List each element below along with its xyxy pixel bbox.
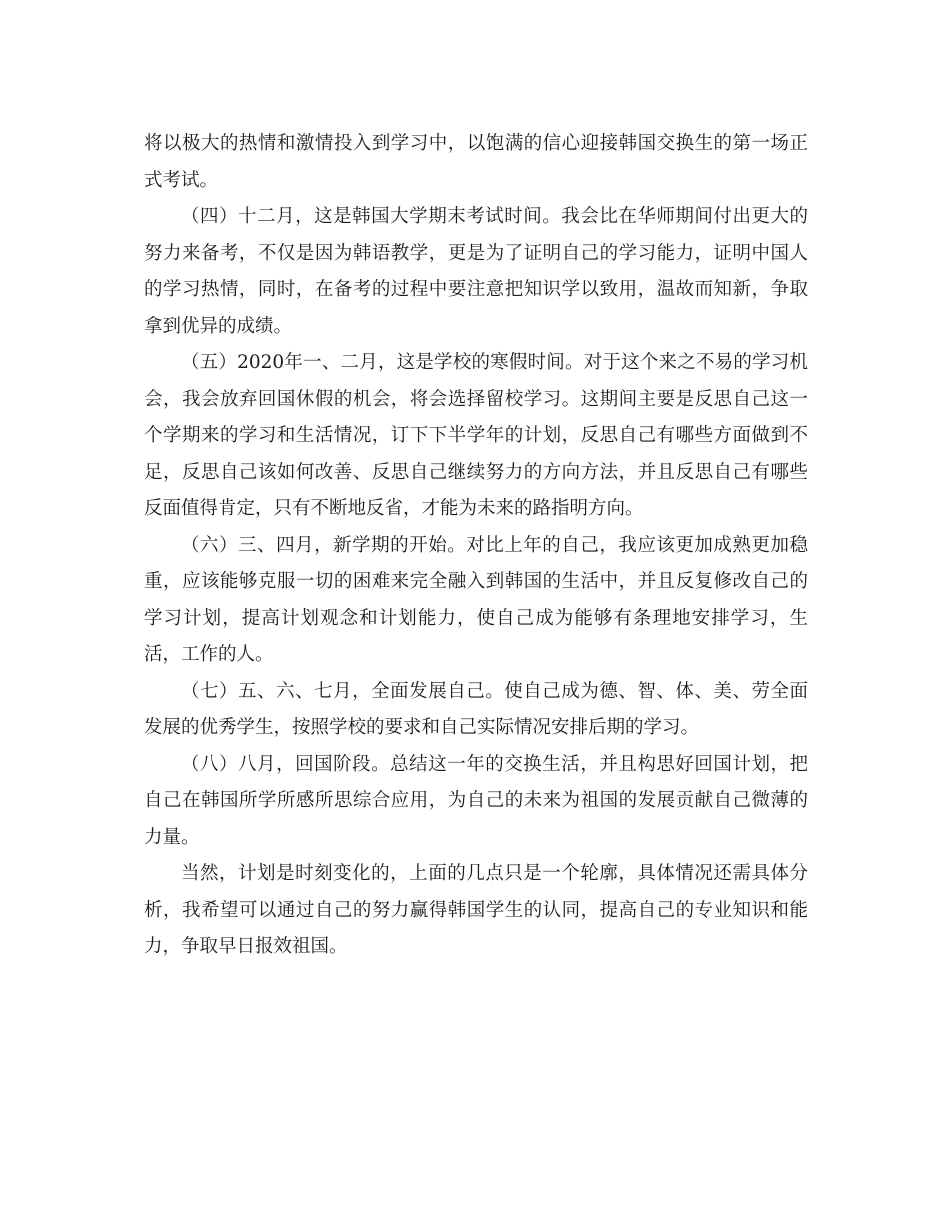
paragraph-new-semester: （六）三、四月，新学期的开始。对比上年的自己，我应该更加成熟更加稳重，应该能够克服一切的困难来完全融入到韩国的生活中，并且反复修改自己的学习计划，提高计划观念和计划能力，使自己成为能够有条理地安排学习，生活，工作的人。 <box>144 534 808 665</box>
paragraph-continuation: 将以极大的热情和激情投入到学习中，以饱满的信心迎接韩国交换生的第一场正式考试。 <box>144 133 808 191</box>
paragraph-august: （八）八月，回国阶段。总结这一年的交换生活，并且构思好回国计划，把自己在韩国所学所感所思综合应用，为自己的未来为祖国的发展贡献自己微薄的力量。 <box>144 753 808 848</box>
paragraph-conclusion: 当然，计划是时刻变化的，上面的几点只是一个轮廓，具体情况还需具体分析，我希望可以通过自己的努力赢得韩国学生的认同，提高自己的专业知识和能力，争取早日报效祖国。 <box>144 863 808 957</box>
document-body <box>144 126 808 966</box>
paragraph-winter-break: （五）2020年一、二月，这是学校的寒假时间。对于这个来之不易的学习机会，我会放弃回国休假的机会，将会选择留校学习。这期间主要是反思自己这一个学期来的学习和生活情况，订下下半学年的计划，反思自己有哪些方面做到不足，反思自己该如何改善、反思自己继续努力的方向方法，并且反思自己有哪些反面值得肯定，只有不断地反省，才能为未来的路指明方向。 <box>144 352 808 519</box>
paragraph-may-july: （七）五、六、七月，全面发展自己。使自己成为德、智、体、美、劳全面发展的优秀学生，按照学校的要求和自己实际情况安排后期的学习。 <box>144 680 808 738</box>
paragraph-december: （四）十二月，这是韩国大学期末考试时间。我会比在华师期间付出更大的努力来备考，不仅是因为韩语教学，更是为了证明自己的学习能力，证明中国人的学习热情，同时，在备考的过程中要注意把知识学以致用，温故而知新，争取拿到优异的成绩。 <box>144 206 808 337</box>
